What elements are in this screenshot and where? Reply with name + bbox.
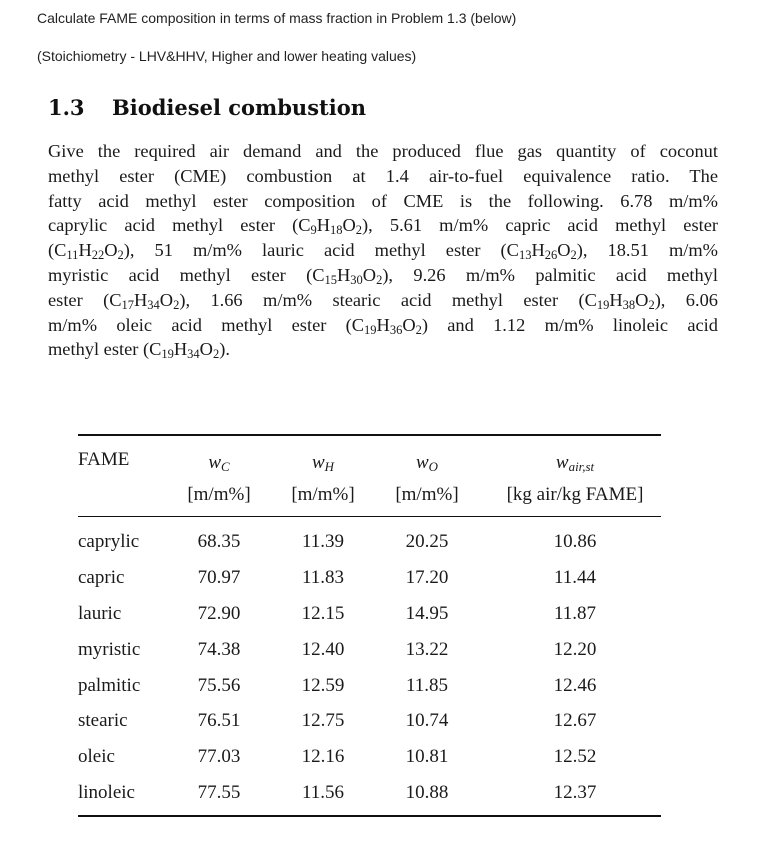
wh-value: 11.83 <box>301 567 345 588</box>
table-row <box>0 675 758 703</box>
table-row <box>0 782 758 810</box>
wair-value: 11.44 <box>553 567 597 588</box>
header-wc-symbol: $w_C$ <box>208 452 230 475</box>
problem-statement <box>48 139 718 362</box>
wo-value: 10.74 <box>405 710 449 731</box>
wh-value: 12.15 <box>301 603 345 624</box>
fame-name: oleic <box>78 746 115 767</box>
wc-value: 75.56 <box>197 675 241 696</box>
header-unit-wh: [m/m%] <box>291 484 355 505</box>
wo-value: 17.20 <box>405 567 449 588</box>
wh-value: 12.59 <box>301 675 345 696</box>
wo-value: 13.22 <box>405 639 449 660</box>
wh-value: 12.40 <box>301 639 345 660</box>
header-unit-wair: [kg air/kg FAME] <box>506 484 644 505</box>
problem-line: ester $(C_{17}H_{34}O_2)$, 1.66 m/m% stearic acid methyl ester $(C_{19}H_{38}O_2)$, 6.06 <box>48 289 718 312</box>
wair-value: 11.87 <box>553 603 597 624</box>
question-line-1: Calculate FAME composition in terms of mass fraction in Problem 1.3 (below) <box>37 10 517 26</box>
table-bottom-rule <box>78 815 661 817</box>
wh-value: 12.16 <box>301 746 345 767</box>
problem-line: methyl ester (CME) combustion at 1.4 air-to-fuel equivalence ratio. The <box>48 165 718 186</box>
header-unit-wo: [m/m%] <box>395 484 459 505</box>
wc-value: 77.55 <box>197 782 241 803</box>
section-title: Biodiesel combustion <box>112 95 366 120</box>
problem-line: methyl ester $(C_{19}H_{34}O_2)$. <box>48 339 230 362</box>
header-wh-symbol: $w_H$ <box>311 452 334 475</box>
wc-value: 76.51 <box>197 710 241 731</box>
table-row <box>0 710 758 738</box>
wair-value: 12.20 <box>553 639 597 660</box>
table-header-fame: FAME <box>78 449 130 470</box>
wo-value: 11.85 <box>405 675 449 696</box>
problem-line: Give the required air demand and the produced flue gas quantity of coconut <box>48 141 718 161</box>
fame-name: capric <box>78 567 125 588</box>
table-row <box>0 567 758 595</box>
table-row <box>0 603 758 631</box>
wc-value: 77.03 <box>197 746 241 767</box>
wair-value: 10.86 <box>553 531 597 552</box>
problem-line: m/m% oleic acid methyl ester $(C_{19}H_{36}O_2)$ and 1.12 m/m% linoleic acid <box>48 314 718 337</box>
table-header-rule <box>78 516 661 517</box>
wo-value: 10.88 <box>405 782 449 803</box>
table-top-rule <box>78 434 661 436</box>
wc-value: 74.38 <box>197 639 241 660</box>
wc-value: 70.97 <box>197 567 241 588</box>
fame-name: palmitic <box>78 675 141 696</box>
wh-value: 12.75 <box>301 710 345 731</box>
table-row <box>0 639 758 667</box>
wh-value: 11.56 <box>301 782 345 803</box>
wair-value: 12.37 <box>553 782 597 803</box>
header-wo-symbol: $w_O$ <box>415 452 438 475</box>
problem-line: caprylic acid methyl ester $(C_9H_{18}O_2)$, 5.61 m/m% capric acid methyl ester <box>48 215 718 238</box>
wair-value: 12.46 <box>553 675 597 696</box>
problem-line: $(C_{11}H_{22}O_2)$, 51 m/m% lauric acid methyl ester $(C_{13}H_{26}O_2)$, 18.51 m/m% <box>48 240 718 263</box>
wc-value: 72.90 <box>197 603 241 624</box>
header-unit-wc: [m/m%] <box>187 484 251 505</box>
section-heading <box>48 95 366 120</box>
wo-value: 20.25 <box>405 531 449 552</box>
problem-line: fatty acid methyl ester composition of CME is the following. 6.78 m/m% <box>48 190 718 211</box>
fame-name: myristic <box>78 639 141 660</box>
header-wair-symbol: $w_{air,st}$ <box>555 452 595 475</box>
fame-name: lauric <box>78 603 122 624</box>
fame-name: stearic <box>78 710 128 731</box>
wair-value: 12.67 <box>553 710 597 731</box>
wo-value: 10.81 <box>405 746 449 767</box>
wair-value: 12.52 <box>553 746 597 767</box>
section-number: 1.3 <box>48 95 85 120</box>
problem-line: myristic acid methyl ester $(C_{15}H_{30}O_2)$, 9.26 m/m% palmitic acid methyl <box>48 264 718 288</box>
wh-value: 11.39 <box>301 531 345 552</box>
question-line-2: (Stoichiometry - LHV&HHV, Higher and lower heating values) <box>37 48 417 64</box>
fame-name: linoleic <box>78 782 135 803</box>
wo-value: 14.95 <box>405 603 449 624</box>
fame-name: caprylic <box>78 531 140 552</box>
wc-value: 68.35 <box>197 531 241 552</box>
table-row <box>0 531 758 559</box>
table-row <box>0 746 758 774</box>
